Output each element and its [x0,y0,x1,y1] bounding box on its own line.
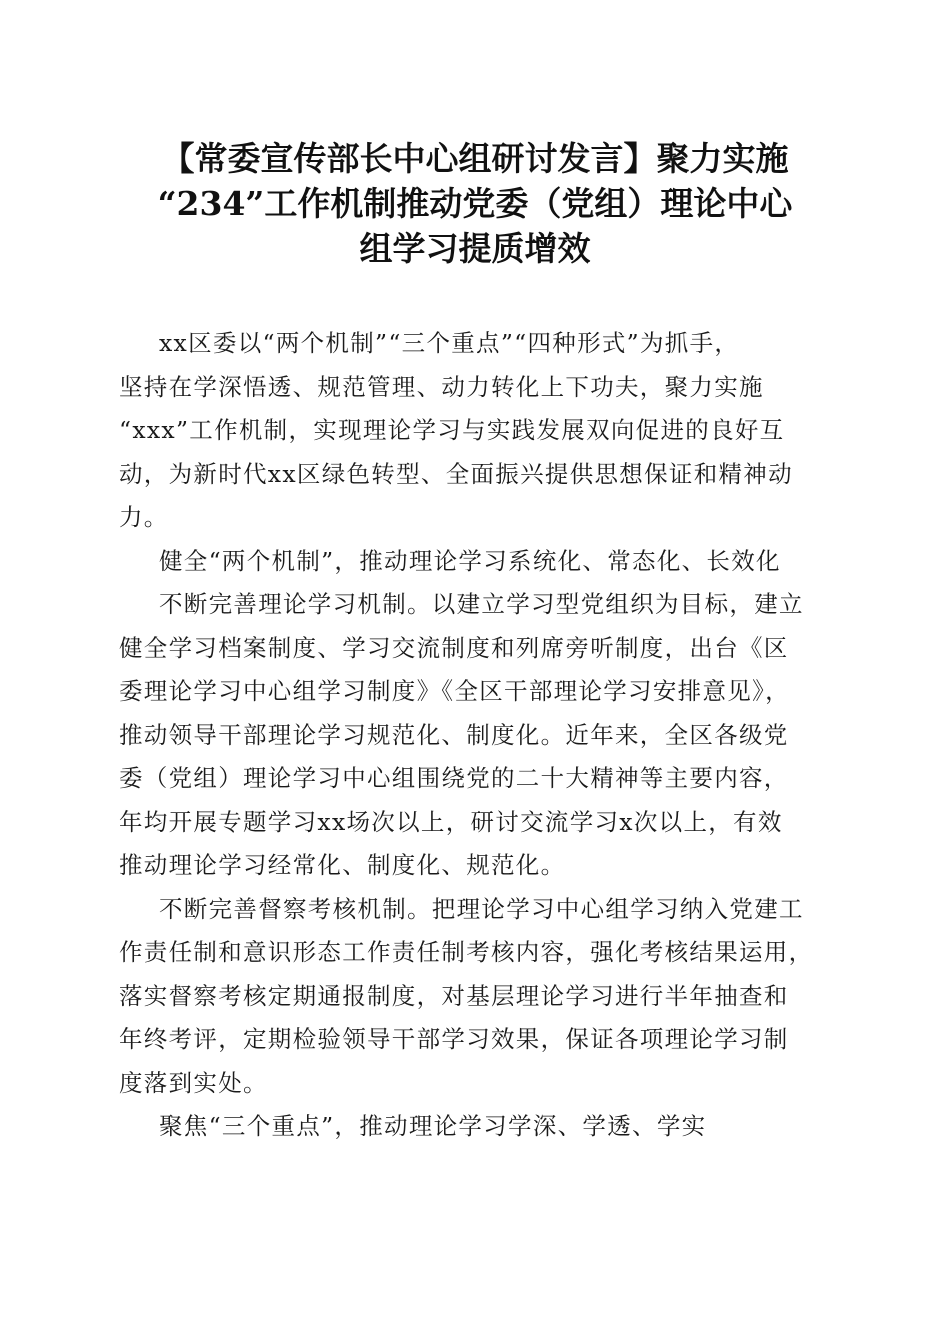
section-heading-three-focuses [119,1105,835,1149]
section-heading-two-mechanisms [119,540,835,584]
document-title [100,136,850,271]
paragraph-line: 落实督察考核定期通报制度，对基层理论学习进行半年抽查和 [119,981,789,1010]
paragraph-line: 委（党组）理论学习中心组围绕党的二十大精神等主要内容， [119,764,789,792]
paragraph-line: 年终考评，定期检验领导干部学习效果，保证各项理论学习制 [119,1025,789,1053]
paragraph-line: 度落到实处。 [119,1068,268,1097]
paragraph-line: 坚持在学深悟透、规范管理、动力转化上下功夫，聚力实施 [119,372,764,401]
paragraph-supervision-mechanism [119,888,835,1106]
paragraph-line: 力。 [119,503,169,531]
section-heading: 聚焦“三个重点”，推动理论学习学深、学透、学实 [159,1112,707,1140]
paragraph-line: 健全学习档案制度、学习交流制度和列席旁听制度，出台《区 [119,633,789,662]
paragraph-line: 作责任制和意识形态工作责任制考核内容，强化考核结果运用， [119,938,814,966]
paragraph-line: 年均开展专题学习xx场次以上，研讨交流学习x次以上，有效 [119,807,783,836]
paragraph-line: 动，为新时代xx区绿色转型、全面振兴提供思想保证和精神动 [119,459,793,488]
paragraph-line: “xxx”工作机制，实现理论学习与实践发展双向促进的良好互 [119,416,785,444]
section-heading: 健全“两个机制”，推动理论学习系统化、常态化、长效化 [159,546,781,575]
title-line: 组学习提质增效 [359,229,591,268]
title-line: “234”工作机制推动党委（党组）理论中心 [157,184,793,223]
paragraph-line: 推动领导干部理论学习规范化、制度化。近年来，全区各级党 [119,720,789,749]
paragraph-intro [119,322,835,540]
paragraph-line: 推动理论学习经常化、制度化、规范化。 [119,851,566,879]
paragraph-study-mechanism [119,583,835,888]
paragraph-line: 不断完善理论学习机制。以建立学习型党组织为目标，建立 [159,590,804,618]
paragraph-line: 委理论学习中心组学习制度》《全区干部理论学习安排意见》， [119,677,790,705]
paragraph-line: 不断完善督察考核机制。把理论学习中心组学习纳入党建工 [159,894,804,923]
paragraph-line: xx区委以“两个机制”“三个重点”“四种形式”为抓手， [159,329,740,357]
document-body [119,322,835,1149]
title-line: 【常委宣传部长中心组研讨发言】聚力实施 [161,139,789,178]
